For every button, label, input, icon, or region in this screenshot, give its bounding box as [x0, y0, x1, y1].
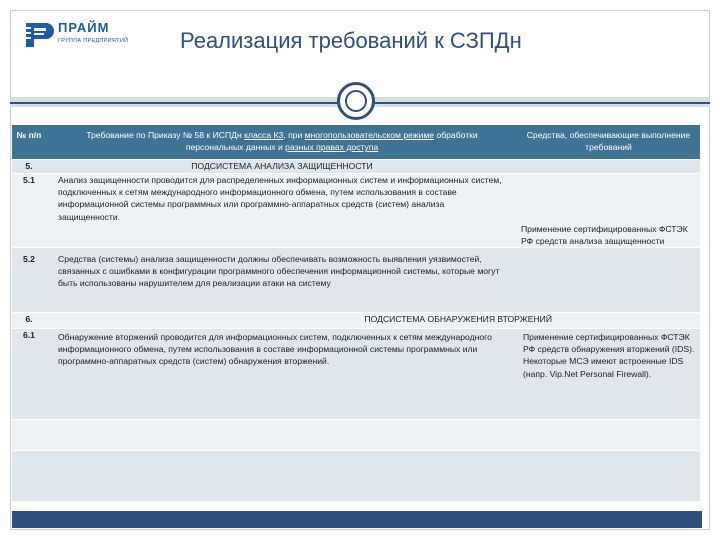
empty-row	[12, 451, 700, 501]
page-title: Реализация требований к СЗПДн	[180, 28, 522, 53]
section-row-5	[12, 160, 700, 173]
section-6-title: ПОДСИСТЕМА ОБНАРУЖЕНИЯ ВТОРЖЕНИЙ	[364, 314, 552, 324]
section-row-6	[12, 313, 700, 328]
logo-name: ПРАЙМ	[58, 20, 110, 35]
circle-ornament-icon	[337, 82, 375, 120]
header-req-rights: разных правах доступа	[285, 142, 379, 153]
logo-subtitle: ГРУППА ПРЕДПРИЯТИЙ	[58, 38, 129, 44]
header-requirement	[52, 125, 512, 159]
table-row-5-2	[12, 248, 700, 312]
row-6-1-num: 6.1	[23, 330, 35, 340]
row-5-2-text: Средства (системы) анализа защищенности должны обеспечивать возможность выявления уязвимостей, связанных с ошибками в конфигурации программного обеспечения информационной системы, которые могут быть использованы нарушителем для реализации атаки на систему	[58, 254, 500, 289]
row-6-1-text: Обнаружение вторжений проводится для информационных систем, подключенных к сетям международного информационного обмена, путем использования в составе информационной системы программных или программно-аппаратных средств (систем) обнаружения вторжений.	[58, 332, 492, 367]
table-header-row	[12, 125, 700, 159]
header-req-prefix: Требование по Приказу № 58 к ИСПДн	[86, 130, 242, 140]
logo-mark-icon	[22, 18, 56, 52]
circle-ornament-inner	[345, 90, 367, 112]
footer-band	[12, 511, 702, 528]
row-5-1-num: 5.1	[23, 175, 35, 185]
row-6-1-means: Применение сертифицированных ФСТЭК РФ средств обнаружения вторжений (IDS). Некоторые МСЭ имеют встроенные IDS (напр. Vip.Net Personal Firewall).	[523, 332, 695, 379]
header-num: № п/п	[12, 125, 46, 159]
company-logo	[22, 12, 152, 62]
section-5-num: 5.	[25, 161, 33, 171]
header-req-multi: многопользовательском режиме	[304, 130, 435, 140]
row-5-2-num: 5.2	[23, 254, 35, 264]
means-section-5: Применение сертифицированных ФСТЭК РФ средств анализа защищенности	[521, 224, 688, 247]
section-6-num: 6.	[25, 314, 33, 324]
header-req-class: класса К3	[244, 130, 284, 140]
table-row-6-1	[12, 329, 700, 419]
header-req-mid2: обработки персональных данных и	[185, 130, 478, 153]
header-req-mid: , при	[283, 130, 303, 140]
header-means: Средства, обеспечивающие выполнение требований	[517, 125, 700, 159]
section-5-title: ПОДСИСТЕМА АНАЛИЗА ЗАЩИЩЕННОСТИ	[191, 161, 373, 171]
empty-row	[12, 420, 700, 450]
row-5-1-text: Анализ защищенности проводится для распределенных информационных систем и информационных систем, подключенных к сетям международного информационного обмена, путем использования в составе информационной системы программных или программно-аппаратных средств (систем) анализа защищенности.	[58, 175, 502, 222]
